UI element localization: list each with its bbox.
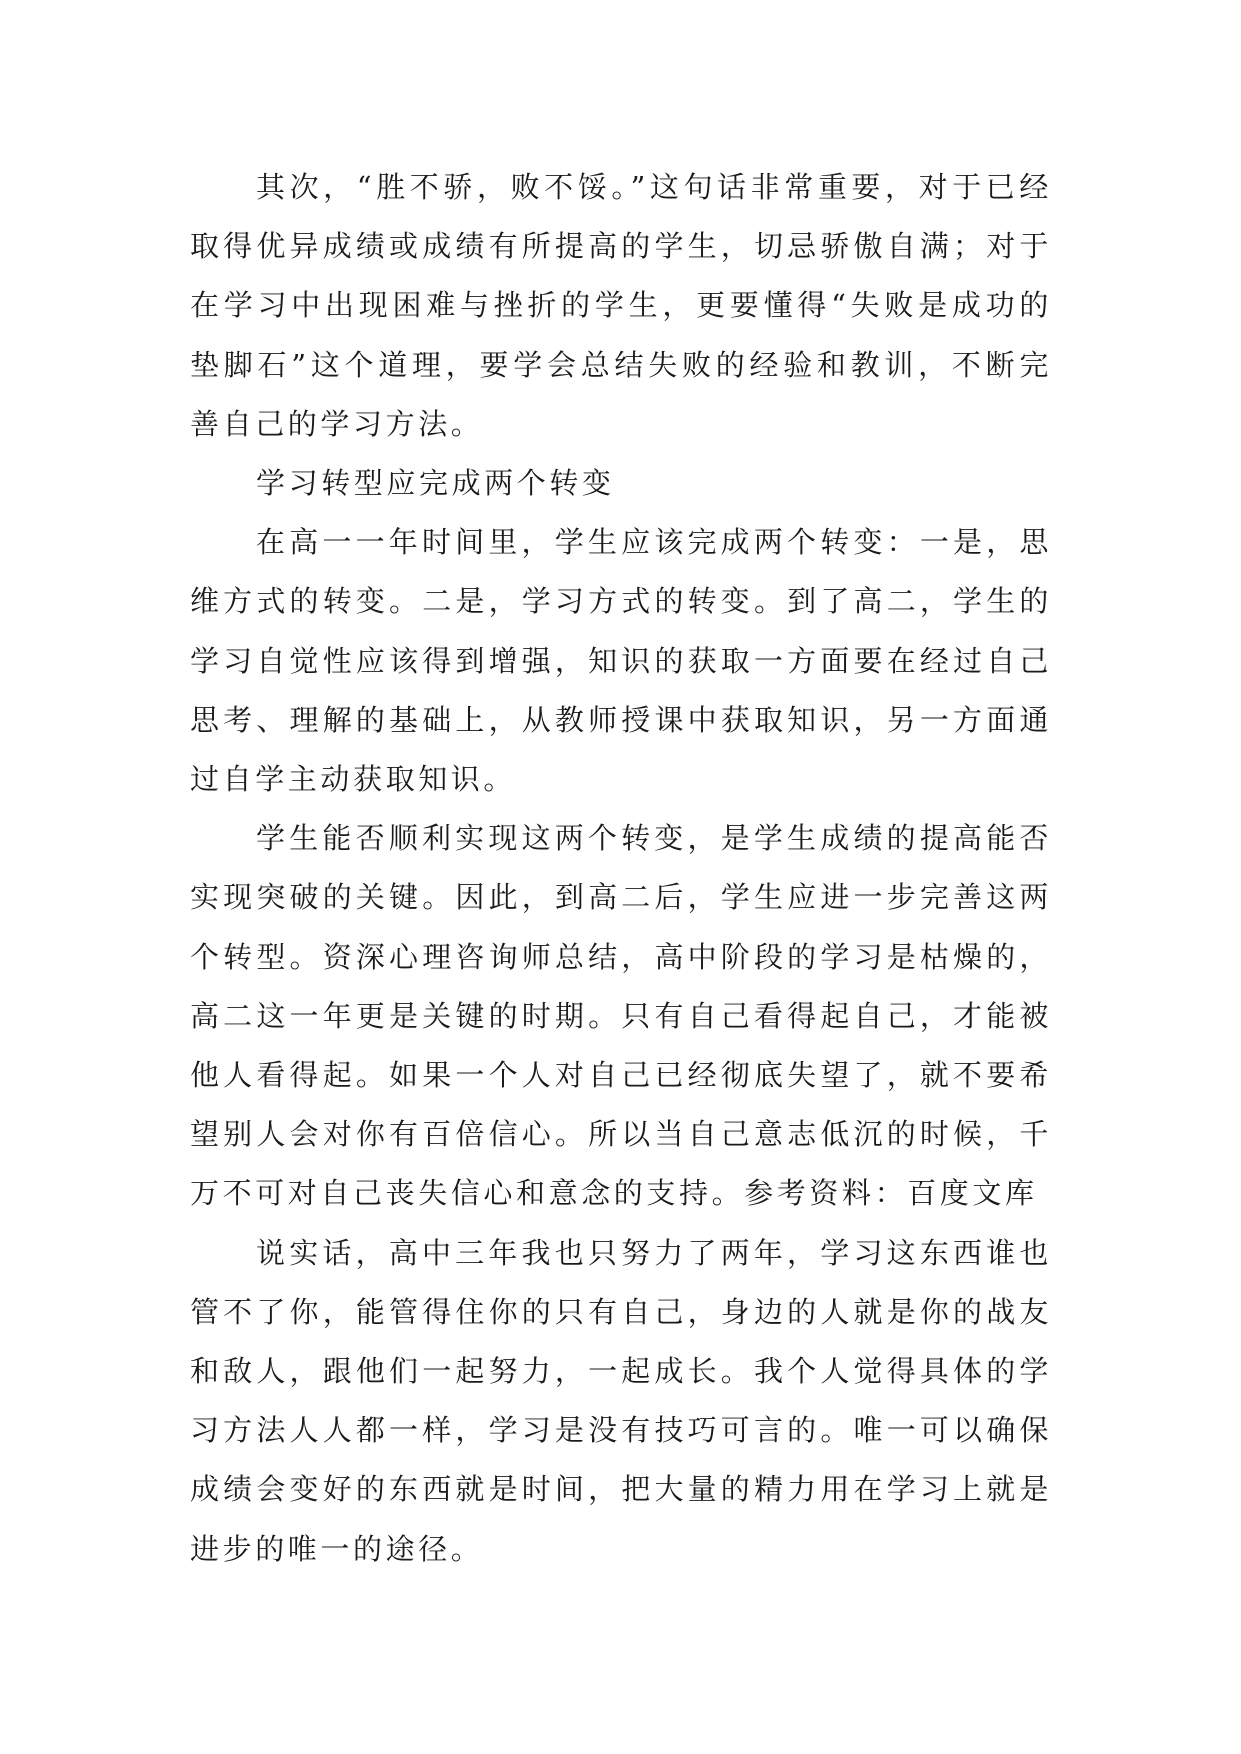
paragraph-key-breakthrough: 学生能否顺利实现这两个转变，是学生成绩的提高能否实现突破的关键。因此，到高二后，学生应进一步完善这两个转型。资深心理咨询师总结，高中阶段的学习是枯燥的，高二这一年更是关键的时期。只有自己看得起自己，才能被他人看得起。如果一个人对自己已经彻底失望了，就不要希望别人会对你有百倍信心。所以当自己意志低沉的时候，千万不可对自己丧失信心和意念的支持。参考资料：百度文库: [190, 821, 1052, 1211]
paragraph-personal-experience: 说实话，高中三年我也只努力了两年，学习这东西谁也管不了你，能管得住你的只有自己，身边的人就是你的战友和敌人，跟他们一起努力，一起成长。我个人觉得具体的学习方法人人都一样，学习是没有技巧可言的。唯一可以确保成绩会变好的东西就是时间，把大量的精力用在学习上就是进步的唯一的途径。: [190, 1235, 1052, 1566]
document-body: [190, 158, 1052, 1579]
paragraph-two-transitions: 在高一一年时间里，学生应该完成两个转变：一是，思维方式的转变。二是，学习方式的转变。到了高二，学生的学习自觉性应该得到增强，知识的获取一方面要在经过自己思考、理解的基础上，从教师授课中获取知识，另一方面通过自学主动获取知识。: [190, 525, 1052, 797]
section-heading-two-transitions: 学习转型应完成两个转变: [256, 466, 615, 501]
paragraph-victory-defeat: 其次，“胜不骄，败不馁。”这句话非常重要，对于已经取得优异成绩或成绩有所提高的学生，切忌骄傲自满；对于在学习中出现困难与挫折的学生，更要懂得“失败是成功的垫脚石”这个道理，要学会总结失败的经验和教训，不断完善自己的学习方法。: [190, 170, 1052, 441]
